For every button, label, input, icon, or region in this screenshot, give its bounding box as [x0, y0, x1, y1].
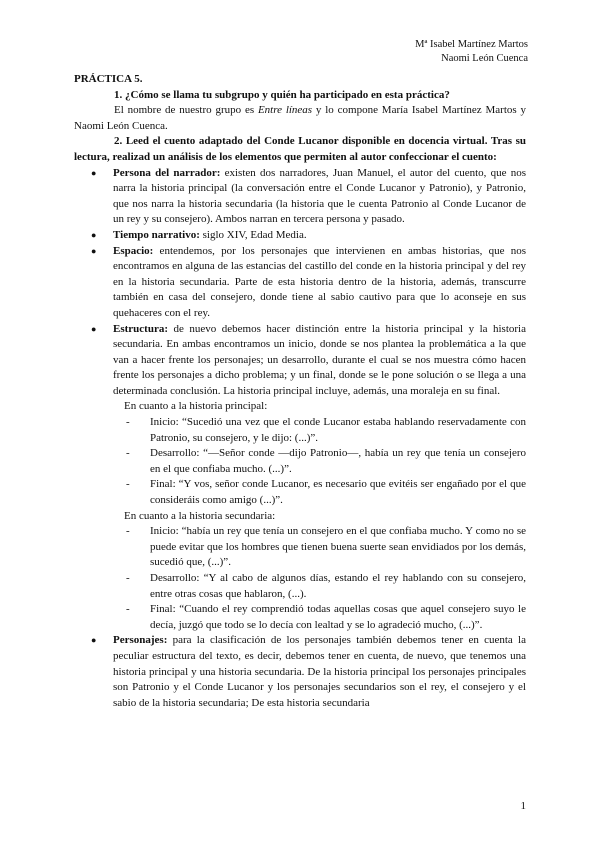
group-name: Entre líneas — [257, 104, 313, 117]
item-label: Personajes: — [113, 634, 168, 647]
list-item-narrador: ● Persona del narrador: existen dos narradores, Juan Manuel, el autor del cuento, que nos narra la historia principal (la conversación entre el Conde Lucanor y Patronio), y Patronio, que nos narra la historia secundaria (la historia que le cuenta Patronio al Conde Lucanor de un rey y su consejero). Ambos narran en tercera persona y pasado. — [74, 166, 526, 228]
author-name: Naomi León Cuenca — [441, 53, 528, 64]
page-number: 1 — [520, 800, 526, 812]
list-item: - Inicio: “había un rey que tenía un consejero en el que confiaba mucho. Y como no se puede evitar que los hombres que tienen buena suerte sean envidiados por los demás, sucedió que, (...)”. — [74, 524, 526, 571]
list-item: - Final: “Cuando el rey comprendió todas aquellas cosas que aquel consejero suyo le decía, juzgó que todo se lo decía con lealtad y se lo agradeció mucho, (...)”. — [74, 602, 526, 633]
analysis-list — [74, 166, 526, 400]
principal-list — [74, 415, 526, 509]
list-item: - Final: “Y vos, señor conde Lucanor, es necesario que evitéis ser engañado por el que consideráis como amigo (...)”. — [74, 477, 526, 508]
document-body — [74, 72, 526, 711]
list-item: - Inicio: “Sucedió una vez que el conde Lucanor estaba hablando reservadamente con Patronio, su consejero, y le dijo: (...)”. — [74, 415, 526, 446]
list-item-personajes: ● Personajes: para la clasificación de los personajes también debemos tener en cuenta la peculiar estructura del texto, es decir, debemos tener en cuenta, de nuevo, que tenemos una historia principal y una historia secundaria. De la historia principal los personajes principales son Patronio y el Conde Lucanor y los personajes secundarios son el rey, el consejero y el sabio de la historia secundaria; De esta historia secundaria — [74, 633, 526, 711]
secundaria-heading: En cuanto a la historia secundaria: — [124, 509, 276, 522]
item-label: Espacio: — [113, 244, 154, 257]
author-header — [415, 38, 528, 66]
analysis-list-continued — [74, 633, 526, 711]
item-label: Persona del narrador: — [113, 166, 221, 179]
author-name: Mª Isabel Martínez Martos — [415, 39, 528, 50]
list-item: - Desarrollo: “Y al cabo de algunos días, estando el rey hablando con su consejero, entre otras cosas que hablaron, (...). — [74, 571, 526, 602]
practice-title: PRÁCTICA 5. — [74, 73, 143, 85]
question-2: 2. Leed el cuento adaptado del Conde Lucanor disponible en docencia virtual. Tras su lectura, realizad un análisis de los elementos que permiten al autor confeccionar el cuento: — [74, 135, 526, 163]
list-item-tiempo: ● Tiempo narrativo: siglo XIV, Edad Media. — [74, 228, 526, 244]
list-item: - Desarrollo: “—Señor conde —dijo Patronio—, había un rey que tenía un consejero en el que confiaba mucho. (...)”. — [74, 446, 526, 477]
list-item-estructura: ● Estructura: de nuevo debemos hacer distinción entre la historia principal y la historia secundaria. En ambas encontramos un inicio, donde se nos plantea la problemática a la que van a hacer frente los personajes; un desarrollo, durante el cual se nos muestra cómo hacen frente los personajes a dicho problema; y un final, donde se le pone solución o se llega a una determinada conclusión. La historia principal incluye, además, una moraleja en su final. — [74, 322, 526, 400]
answer-1: El nombre de nuestro grupo es Entre líneas y lo compone María Isabel Martínez Martos y Naomi León Cuenca. — [74, 104, 526, 132]
item-label: Tiempo narrativo: — [113, 228, 200, 241]
list-item-espacio: ● Espacio: entendemos, por los personajes que intervienen en ambas historias, que nos encontramos en alguna de las estancias del castillo del conde en la historia principal y del rey en la historia secundaria. Parte de esta historia dentro de la historia, además, transcurre también en casa del consejero, donde tiene al sabio cautivo para que lo aconseje en sus quehaceres con el rey. — [74, 244, 526, 322]
secundaria-list — [74, 524, 526, 633]
principal-heading: En cuanto a la historia principal: — [124, 400, 268, 413]
item-label: Estructura: — [113, 322, 168, 335]
question-1: 1. ¿Cómo se llama tu subgrupo y quién ha participado en esta práctica? — [114, 88, 450, 101]
